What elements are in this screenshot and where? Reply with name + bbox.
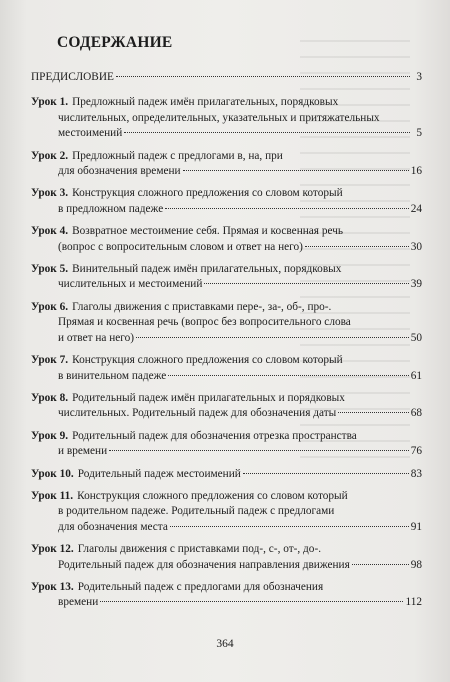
lesson-label: Урок 7.	[31, 354, 69, 367]
toc-line	[31, 353, 422, 368]
toc-line	[31, 429, 422, 444]
toc-entry[interactable]	[31, 70, 422, 85]
dot-leader	[183, 169, 409, 171]
toc-line-text: и ответ на него)	[58, 331, 135, 344]
lesson-label: Урок 5.	[31, 263, 69, 276]
dot-leader	[243, 472, 409, 474]
toc-entry[interactable]	[31, 580, 422, 611]
toc-line-text: Винительный падеж имён прилагательных, порядковых	[72, 263, 342, 276]
toc-line	[31, 240, 422, 255]
toc-line	[31, 126, 422, 141]
dot-leader	[109, 449, 409, 451]
dot-leader	[204, 282, 408, 284]
toc-line-text: Родительный падеж для обозначения направления движения	[58, 558, 350, 571]
dot-leader	[168, 374, 408, 376]
dot-leader	[165, 207, 408, 209]
toc-line-text: времени	[58, 596, 99, 609]
toc-line	[31, 315, 422, 330]
toc-line-text: для обозначения времени	[58, 165, 181, 178]
toc-entry[interactable]	[31, 429, 422, 460]
toc-page-number: 50	[410, 331, 422, 344]
lesson-label: Урок 8.	[31, 391, 69, 404]
toc-entry[interactable]	[31, 391, 422, 422]
toc-line-text: в винительном падеже	[58, 369, 167, 382]
lesson-label: Урок 4.	[31, 225, 69, 238]
dot-leader	[116, 75, 410, 77]
toc-line	[31, 542, 422, 557]
toc-line	[31, 164, 422, 179]
toc-entry[interactable]	[31, 467, 422, 482]
toc-entry[interactable]	[31, 489, 422, 535]
toc-line	[31, 186, 422, 201]
toc-line	[31, 595, 422, 610]
lesson-label: Урок 13.	[31, 580, 74, 593]
toc-line	[31, 391, 422, 406]
toc-line	[31, 111, 422, 126]
table-of-contents	[31, 70, 422, 618]
toc-line	[31, 369, 422, 384]
dot-leader	[124, 131, 410, 133]
toc-line-text: Родительный падеж имён прилагательных и порядковых	[72, 391, 345, 404]
toc-line-text: Возвратное местоимение себя. Прямая и косвенная речь	[72, 225, 344, 238]
toc-line	[31, 504, 422, 519]
toc-line-text: Конструкция сложного предложения со словом который	[72, 354, 343, 367]
toc-line-text: для обозначения места	[58, 520, 168, 533]
page-title: СОДЕРЖАНИЕ	[57, 34, 173, 51]
toc-line	[31, 149, 422, 164]
toc-page-number: 5	[416, 127, 422, 140]
dot-leader	[305, 245, 409, 247]
toc-page-number: 30	[410, 240, 422, 253]
toc-line-text: в предложном падеже	[58, 202, 164, 215]
toc-entry[interactable]	[31, 224, 422, 255]
toc-page-number: 24	[410, 202, 422, 215]
lesson-label: Урок 10.	[31, 467, 74, 480]
toc-entry[interactable]	[31, 542, 422, 573]
toc-line	[31, 467, 422, 482]
toc-page-number: 83	[410, 467, 422, 480]
toc-page-number: 39	[410, 278, 422, 291]
dot-leader	[170, 525, 409, 527]
toc-page-number: 3	[416, 71, 422, 83]
toc-line	[31, 95, 422, 110]
dot-leader	[136, 336, 409, 338]
lesson-label: Урок 11.	[31, 489, 74, 502]
toc-entry[interactable]	[31, 186, 422, 217]
toc-line-text: Конструкция сложного предложения со словом который	[77, 489, 348, 502]
toc-line-text: Прямая и косвенная речь (вопрос без вопросительного слова	[58, 316, 351, 329]
toc-line-text: Родительный падеж для обозначения отрезка пространства	[72, 429, 357, 442]
toc-line-text: Глаголы движения с приставками под-, с-, от-, до-.	[77, 543, 322, 556]
toc-line-text: Предложный падеж с предлогами в, на, при	[72, 149, 283, 162]
toc-line	[31, 277, 422, 292]
toc-line-text: в родительном падеже. Родительный падеж с предлогами	[58, 505, 335, 518]
toc-entry[interactable]	[31, 95, 422, 141]
toc-entry[interactable]	[31, 149, 422, 180]
toc-line-text: (вопрос с вопросительным словом и ответ на него)	[58, 240, 303, 253]
toc-line-text: ПРЕДИСЛОВИЕ	[31, 71, 114, 83]
lesson-label: Урок 3.	[31, 187, 69, 200]
toc-page-number: 98	[410, 558, 422, 571]
toc-line	[31, 70, 422, 85]
toc-line	[31, 520, 422, 535]
toc-line-text: Предложный падеж имён прилагательных, порядковых	[72, 96, 339, 109]
dot-leader	[100, 600, 403, 602]
toc-line	[31, 489, 422, 504]
toc-entry[interactable]	[31, 262, 422, 293]
toc-line-text: числительных, определительных, указательных и притяжательных	[58, 111, 380, 124]
toc-line-text: Родительный падеж местоимений	[77, 467, 241, 480]
toc-page-number: 16	[410, 165, 422, 178]
lesson-label: Урок 12.	[31, 543, 74, 556]
toc-line	[31, 262, 422, 277]
toc-line	[31, 202, 422, 217]
lesson-label: Урок 6.	[31, 300, 69, 313]
lesson-label: Урок 2.	[31, 149, 69, 162]
toc-line-text: числительных. Родительный падеж для обозначения даты	[58, 407, 337, 420]
toc-line	[31, 224, 422, 239]
toc-line	[31, 444, 422, 459]
toc-entry[interactable]	[31, 353, 422, 384]
dot-leader	[338, 411, 408, 413]
toc-line	[31, 558, 422, 573]
toc-page-number: 61	[410, 369, 422, 382]
toc-entry[interactable]	[31, 300, 422, 346]
toc-page-number: 91	[410, 520, 422, 533]
page-number: 364	[216, 638, 234, 650]
toc-line-text: и времени	[58, 445, 108, 458]
toc-line-text: местоимений	[58, 127, 123, 140]
toc-line	[31, 406, 422, 421]
lesson-label: Урок 9.	[31, 429, 69, 442]
toc-page-number: 68	[410, 407, 422, 420]
toc-line-text: Конструкция сложного предложения со словом который	[72, 187, 343, 200]
lesson-label: Урок 1.	[31, 96, 69, 109]
toc-line	[31, 580, 422, 595]
toc-line-text: числительных и местоимений	[58, 278, 203, 291]
toc-page-number: 112	[405, 596, 422, 609]
toc-line	[31, 300, 422, 315]
toc-line-text: Глаголы движения с приставками пере-, за-, об-, про-.	[72, 300, 332, 313]
dot-leader	[352, 563, 409, 565]
toc-line	[31, 331, 422, 346]
toc-page-number: 76	[410, 445, 422, 458]
toc-line-text: Родительный падеж с предлогами для обозначения	[77, 580, 324, 593]
